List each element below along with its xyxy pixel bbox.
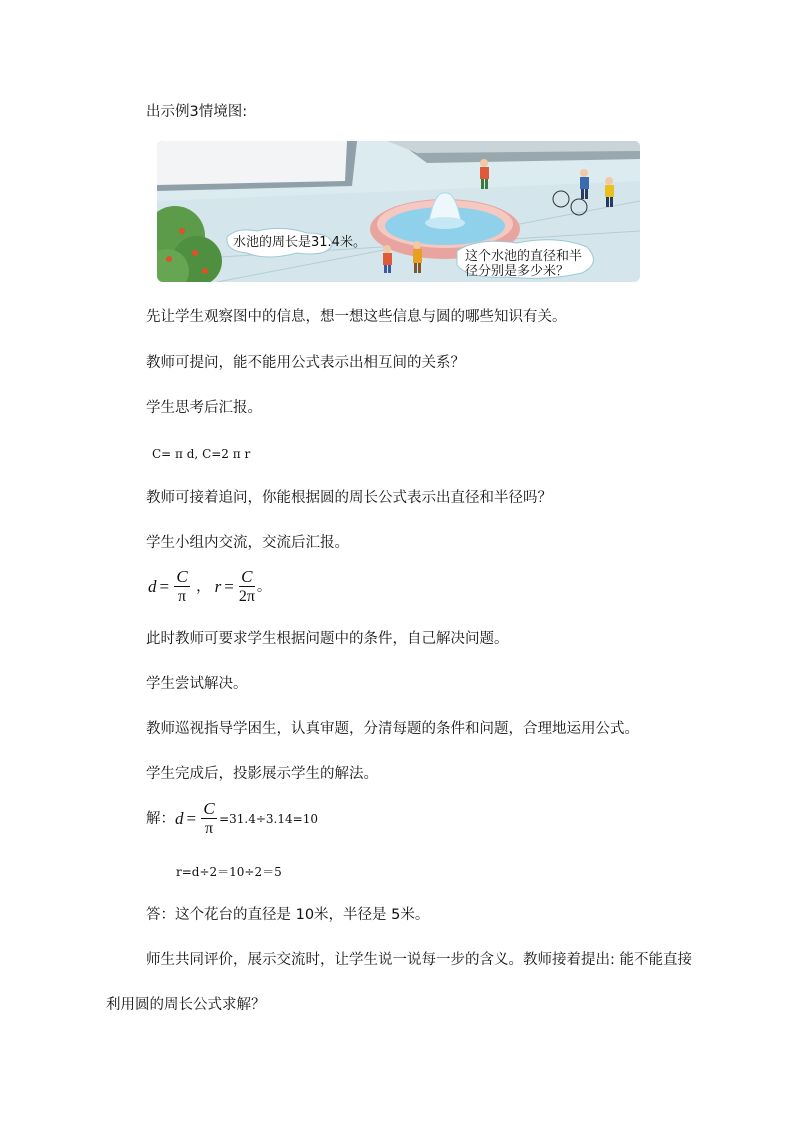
paragraph-observe: 先让学生观察图中的信息，想一想这些信息与圆的哪些知识有关。 [146, 309, 567, 325]
formula-circumference: C= π d, C=2 π r [152, 447, 251, 461]
numerator-c: C [241, 567, 253, 586]
paragraph-evaluation: 师生共同评价，展示交流时，让学生说一说每一步的含义。教师接着提出: 能不能直接 [146, 952, 692, 968]
var-d: d [148, 576, 157, 596]
paragraph-teacher-guide: 教师巡视指导学困生，认真审题，分清每题的条件和问题，合理地运用公式。 [146, 721, 639, 737]
paragraph-student-try: 学生尝试解决。 [146, 676, 248, 692]
solution-line-1 [146, 800, 318, 837]
fraction-c-over-2pi [239, 568, 255, 605]
fraction-bar [239, 586, 255, 587]
paragraph-teacher-require: 此时教师可要求学生根据问题中的条件，自己解决问题。 [146, 631, 509, 647]
fraction-bar [174, 586, 190, 587]
bubble-question-line-2: 径分别是多少米？ [465, 264, 570, 279]
answer-line: 答：这个花台的直径是 10米，半径是 5米。 [146, 907, 430, 923]
numerator-c: C [203, 799, 215, 818]
bubble-question-line-1: 这个水池的直径和半 [465, 249, 583, 264]
fraction-c-over-pi [201, 800, 217, 837]
paragraph-teacher-followup: 教师可接着追问，你能根据圆的周长公式表示出直径和半径吗？ [146, 490, 552, 506]
intro-line: 出示例3情境图: [146, 104, 248, 120]
paragraph-student-report: 学生思考后汇报。 [146, 400, 262, 416]
var-r: r [214, 576, 222, 596]
scene-illustration [157, 141, 640, 282]
numerator-c: C [176, 567, 188, 586]
paragraph-group-discussion: 学生小组内交流，交流后汇报。 [146, 535, 349, 551]
denominator-2pi: 2π [238, 588, 255, 605]
solution-prefix: 解： [146, 810, 175, 827]
var-d: d [175, 808, 184, 828]
equals-sign: = [186, 808, 197, 828]
bubble-circumference-text: 水池的周长是31.4米。 [233, 235, 366, 250]
solution-computation: =31.4÷3.14=10 [219, 811, 318, 826]
solution-line-2: r=d÷2＝10÷2＝5 [176, 865, 282, 879]
fraction-c-over-pi [174, 568, 190, 605]
formula-diameter-radius [148, 568, 271, 605]
formula-period: 。 [256, 578, 272, 595]
fraction-bar [201, 818, 217, 819]
separator-comma: ， [196, 578, 211, 595]
equals-sign: = [159, 576, 170, 596]
paragraph-teacher-question: 教师可提问，能不能用公式表示出相互间的关系？ [146, 355, 465, 371]
denominator-pi: π [205, 820, 214, 837]
equals-sign: = [224, 576, 234, 596]
paragraph-show-solution: 学生完成后，投影展示学生的解法。 [146, 766, 378, 782]
paragraph-evaluation-cont: 利用圆的周长公式求解？ [106, 997, 266, 1013]
denominator-pi: π [178, 588, 187, 605]
